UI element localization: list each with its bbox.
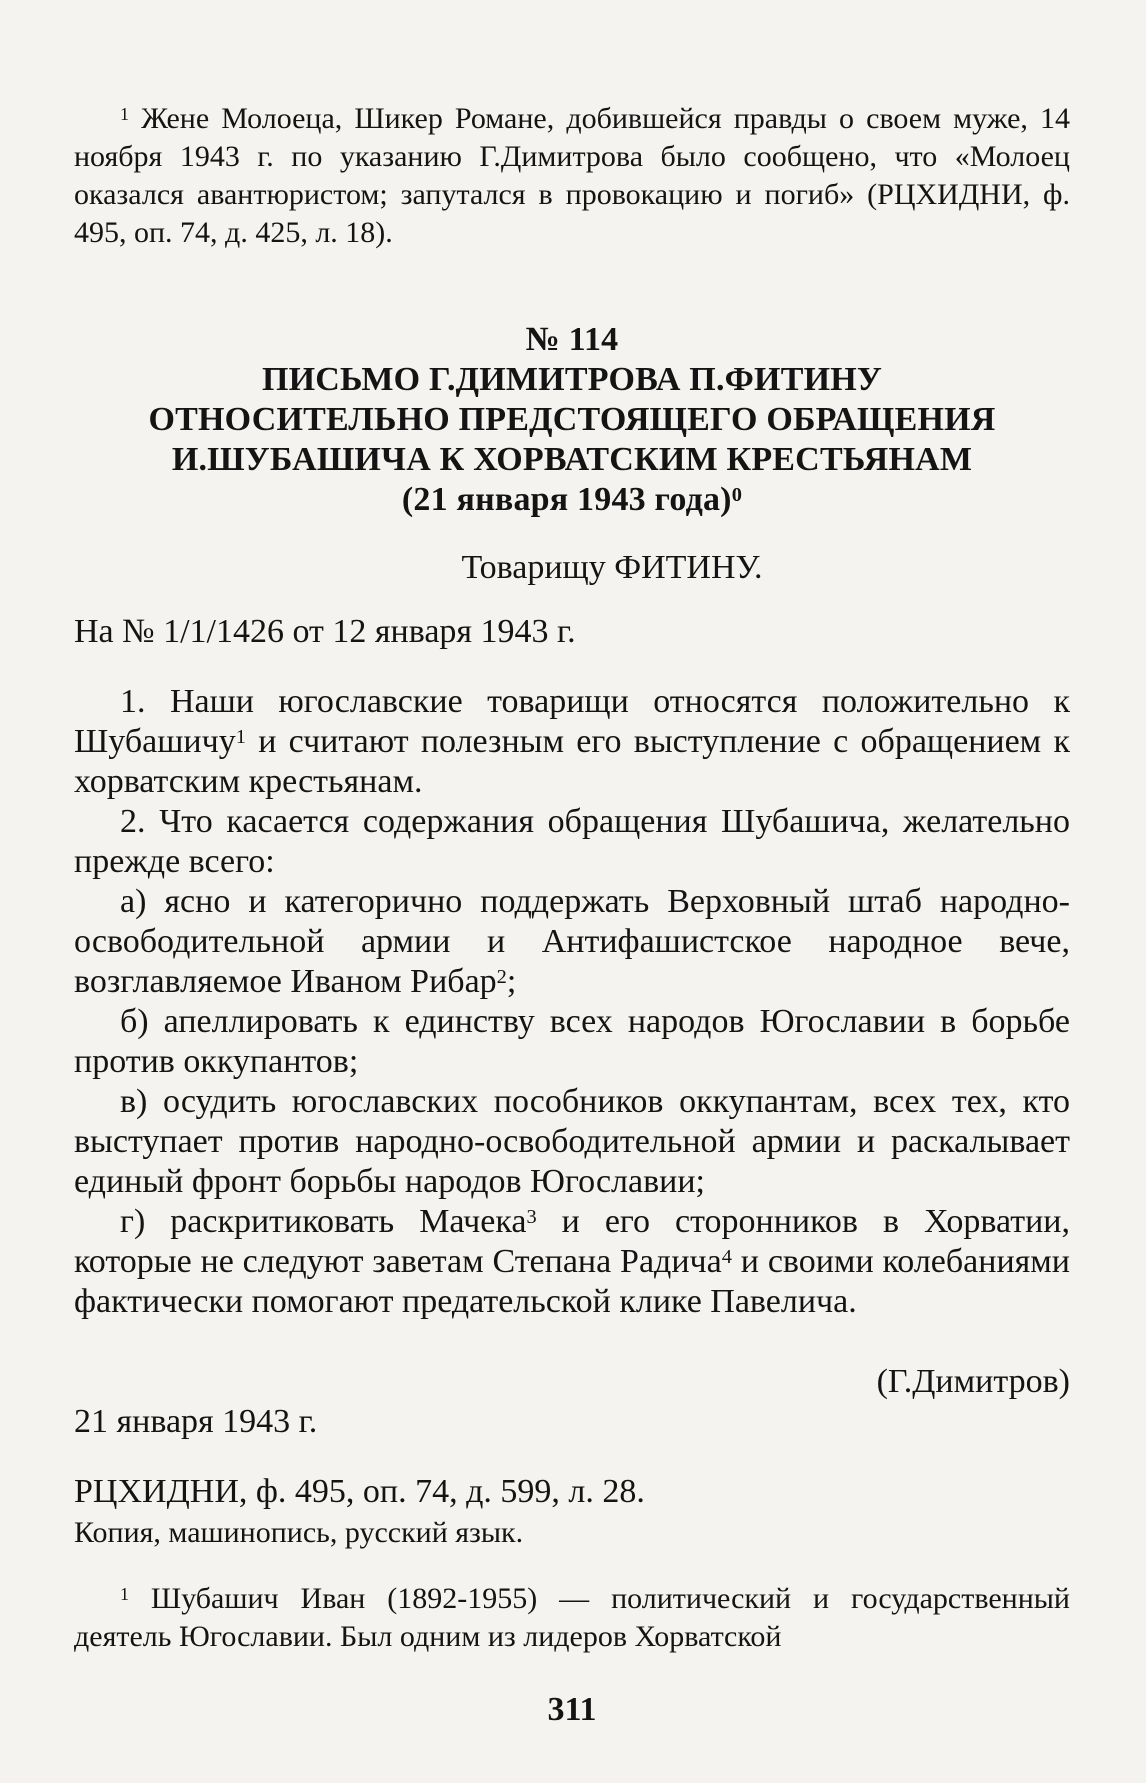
footnote-marker: 1 bbox=[120, 103, 129, 124]
footnote-bottom bbox=[74, 1580, 1070, 1656]
footnote-text: Шубашич Иван (1892-1955) — политический и государственный деятель Югославии. Был одним из лидеров Хорватской bbox=[74, 1582, 1070, 1653]
item-a-text-a: а) ясно и категорично поддержать Верховный штаб народно-освободительной армии и Антифашистское народное вече, возглавляемое Иваном Рибар bbox=[74, 883, 1070, 1000]
addressee: Товарищу ФИТИНУ. bbox=[461, 549, 763, 586]
item-v: в) осудить югославских пособников оккупантам, всех тех, кто выступает против народно-освободительной армии и раскалывает единый фронт борьбы народов Югославии; bbox=[74, 1083, 1070, 1200]
item-g-text-a: г) раскритиковать Мачека bbox=[120, 1203, 527, 1240]
document-title-line-1: ПИСЬМО Г.ДИМИТРОВА П.ФИТИНУ bbox=[261, 361, 883, 398]
item-a-text-b: ; bbox=[506, 963, 517, 1000]
paragraph-2: 2. Что касается содержания обращения Шубашича, желательно прежде всего: bbox=[74, 803, 1070, 880]
paragraph-1 bbox=[74, 682, 1070, 802]
archive-reference: РЦХИДНИ, ф. 495, оп. 74, д. 599, л. 28. bbox=[74, 1473, 645, 1510]
footnote-ref-2: 2 bbox=[496, 965, 507, 988]
item-a bbox=[74, 882, 1070, 1002]
footnote-ref-3: 3 bbox=[526, 1205, 537, 1228]
item-g-text-c: и своими колебаниями фактически помогают предательской клике Павелича. bbox=[74, 1243, 1070, 1320]
paragraph-1-text-b: и считают полезным его выступление с обращением к хорватским крестьянам. bbox=[74, 723, 1070, 800]
document-title-line-3: И.ШУБАШИЧА К ХОРВАТСКИМ КРЕСТЬЯНАМ bbox=[171, 441, 973, 478]
item-b: б) апеллировать к единству всех народов Югославии в борьбе против оккупантов; bbox=[74, 1003, 1070, 1080]
footnote-text: Жене Молоеца, Шикер Романе, добившейся правды о своем муже, 14 ноября 1943 г. по указанию Г.Димитрова было сообщено, что «Молоец оказался авантюристом; запутался в провокацию и погиб» (РЦХИДНИ, ф. 495, оп. 74, д. 425, л. 18). bbox=[74, 102, 1070, 249]
item-g-text-b: и его сторонников в Хорватии, которые не следуют заветам Степана Радича bbox=[74, 1203, 1070, 1280]
document-date-line bbox=[74, 480, 1070, 520]
footnote-ref-4: 4 bbox=[721, 1245, 732, 1268]
page-number: 311 bbox=[547, 1691, 597, 1728]
sign-date: 21 января 1943 г. bbox=[74, 1403, 318, 1440]
item-g bbox=[74, 1202, 1070, 1322]
document-number: № 114 bbox=[525, 321, 619, 358]
footnote-marker: 1 bbox=[120, 1583, 129, 1604]
paragraph-1-text-a: 1. Наши югославские товарищи относятся положительно к Шубашичу bbox=[74, 683, 1070, 760]
copy-note: Копия, машинопись, русский язык. bbox=[74, 1516, 524, 1549]
reference-line: На № 1/1/1426 от 12 января 1943 г. bbox=[74, 613, 576, 650]
date-marker: 0 bbox=[731, 483, 743, 506]
footnote-ref-1: 1 bbox=[235, 725, 246, 748]
footnote-top bbox=[74, 100, 1070, 252]
document-date-text: (21 января 1943 года) bbox=[401, 481, 732, 518]
signature: (Г.Димитров) bbox=[876, 1363, 1070, 1400]
document-title-line-2: ОТНОСИТЕЛЬНО ПРЕДСТОЯЩЕГО ОБРАЩЕНИЯ bbox=[148, 401, 996, 438]
